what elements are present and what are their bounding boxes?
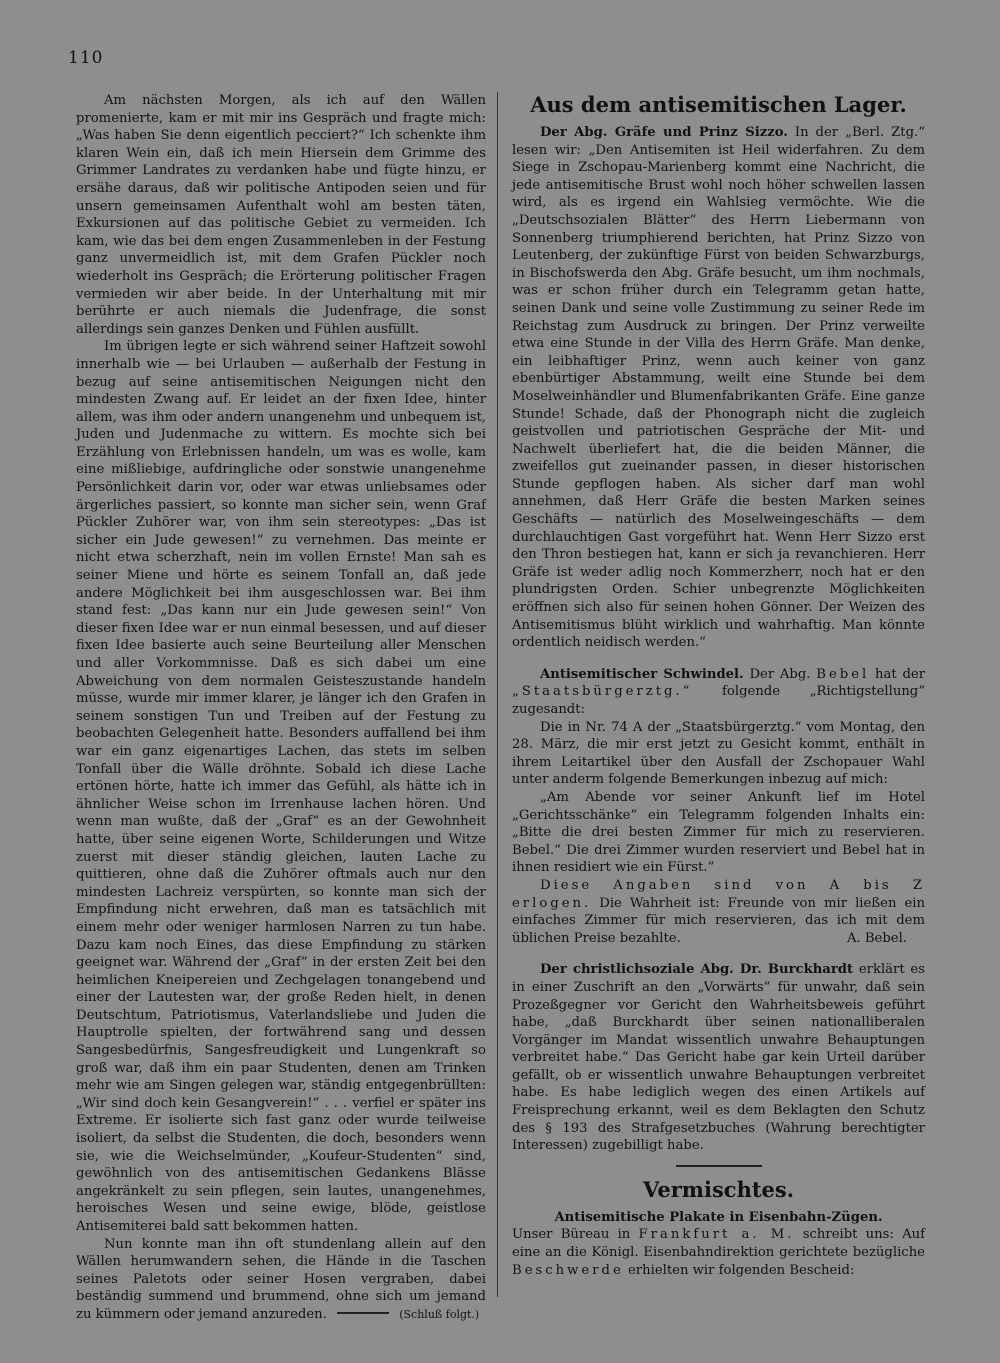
section-title-antisemitic-camp: Aus dem antisemitischen Lager. [530, 92, 907, 117]
schwindel-intro-paper: „Staatsbürgerztg.“ [512, 684, 693, 700]
page-number: 110 [68, 48, 104, 68]
article-body-plakate [512, 1226, 925, 1279]
right-column [512, 92, 925, 1279]
schwindel-quote: „Am Abende vor seiner Ankunft lief im Hotel „Gerichtsschänke“ ein Telegramm folgenden Inhalts ein: „Bitte die drei besten Zimmer für mich zu reservieren. Bebel.“ Die drei Zimmer wurden reserviert und Bebel hat in ihnen residiert wie ein Fürst.“ [512, 789, 925, 876]
article-head-burckhardt: Der christlichsoziale Abg. Dr. Burckhardt [540, 962, 854, 978]
column-divider [497, 92, 498, 1297]
schwindel-signature: A. Bebel. [846, 930, 907, 946]
article-body-graefe-sizzo: In der „Berl. Ztg.“ lesen wir: „Den Antisemiten ist Heil widerfahren. Zu dem Siege in Zschopau-Marienberg kommt eine Nachricht, die jede antisemitische Brust wohl noch höher schwellen lassen wird, als es irgend ein Wahlsieg vermöchte. Wie die „Deutschsozialen Blätter“ des Herrn Liebermann von Sonnenberg triumphierend berichten, hat Prinz Sizzo von Leutenberg, der zukünftige Fürst von beiden Schwarzburgs, in Bischofswerda den Abg. Gräfe besucht, um ihm nochmals, was er schon früher durch ein Telegramm getan hatte, seinen Dank und seine volle Zustimmung zu seiner Rede im Reichstag zum Ausdruck zu bringen. Der Prinz verweilte etwa eine Stunde in der Villa des Herrn Gräfe. Man denke, ein leibhaftiger Prinz, wenn auch keiner von ganz ebenbürtiger Abstammung, weilt eine Stunde bei dem Moselweinhändler und Blumenfabrikanten Gräfe. Eine ganze Stunde! Schade, daß der Phonograph nicht die zugleich geistvollen und patriotischen Gespräche der Mit- und Nachwelt überliefert hat, die die beiden Männer, die zweifellos gut zueinander passen, in dieser historischen Stunde gepflogen haben. Als sicher darf man wohl annehmen, daß Herr Gräfe die besten Marken seines Geschäfts — natürlich des Moselweingeschäfts — dem durchlauchtigen Gast vorgeführt hat. Wenn Herr Sizzo erst den Thron bestiegen hat, kann er sich ja revanchieren. Herr Gräfe ist weder adlig noch Kommerzherr, noch hat er den plundrigsten Orden. Schier unbegrenzte Möglichkeiten eröffnen sich also für seinen hohen Gönner. Der Weizen des Antisemitismus blüht wirklich und wahrhaftig. Man könnte ordentlich neidisch werden.“ [512, 125, 925, 651]
section-title-miscellaneous: Vermischtes. [642, 1176, 795, 1202]
schwindel-spaced-claim: Diese Angaben sind von A bis Z erlogen. [512, 877, 925, 911]
left-column [76, 92, 486, 1324]
article-head-schwindel: Antisemitischer Schwindel. [540, 666, 744, 682]
plakate-body-b: schreibt uns: Auf eine an die Königl. Eisenbahndirektion gerichtete bezügliche [512, 1227, 926, 1261]
article-graefe-sizzo [512, 124, 925, 652]
continued-note: (Schluß folgt.) [399, 1307, 480, 1321]
schwindel-rest: Die Wahrheit ist: Freunde von mir ließen ein einfaches Zimmer für mich reservieren, das ich mit dem üblichen Preise bezahlte. [512, 895, 925, 946]
schwindel-paragraph-2 [512, 877, 925, 947]
article-body-burckhardt: erklärt es in einer Zuschrift an den „Vorwärts“ für unwahr, daß sein Prozeßgegner vor Gericht den Wahrheitsbeweis geführt habe, „daß Burckhardt über seinen nationalliberalen Vorgänger im Mandat wissentlich unwahre Behauptungen verbreitet habe.“ Das Gericht habe gar kein Urteil darüber gefällt, ob er wissentlich unwahre Behauptungen verbreitet habe. Es habe lediglich wegen des einen Artikels auf Freisprechung erkannt, weil es dem Beklagten den Schutz des § 193 des Strafgesetzbuches (Wahrung berechtigter Interessen) zugebilligt habe. [512, 962, 925, 1154]
schwindel-intro-c: folgende „Richtigstellung“ zugesandt: [512, 684, 925, 717]
left-paragraph-2: Im übrigen legte er sich während seiner Haftzeit sowohl innerhalb wie — bei Urlauben — außerhalb der Festung in bezug auf seine antisemitischen Neigungen nicht den mindesten Zwang auf. Er leidet an der fixen Idee, hinter allem, was ihm oder andern unangenehm und unbequem ist, Juden und Judenmache zu wittern. Es mochte sich bei Erzählung von Erlebnissen handeln, um was es wolle, kam eine mißliebige, aufdringliche oder sonstwie unangenehme Persönlichkeit darin vor, oder war etwas unliebsames oder ärgerliches passiert, so konnte man sicher sein, wenn Graf Pückler Zuhörer war, von ihm sein stereotypes: „Das ist sicher ein Jude gewesen!“ zu vernehmen. Das meinte er nicht etwa scherzhaft, nein im vollen Ernste! Man sah es seiner Miene und hörte es seinem Tonfall an, daß jede andere Möglichkeit bei ihm ausgeschlossen war. Bei ihm stand fest: „Das kann nur ein Jude gewesen sein!“ Von dieser fixen Idee war er nun einmal besessen, und auf dieser fixen Idee basierte auch seine Beurteilung aller Menschen und aller Vorkommnisse. Daß es sich dabei um eine Abweichung von dem normalen Geisteszustande handeln müsse, wurde mir immer klarer, je länger ich den Grafen in seinem sonstigen Tun und Treiben auf der Festung zu beobachten Gelegenheit hatte. Besonders auffallend bei ihm war ein ganz eigenartiges Lachen, das stets im selben Tonfall über die Wälle dröhnte. Sobald ich diese Lache ertönen hörte, hatte ich immer das Gefühl, als hätte ich in ähnlicher Weise schon im Irrenhause lachen hören. Und wenn man wußte, daß der „Graf“ es an der Gewohnheit hatte, über seine eigenen Worte, Schilderungen und Witze zuerst mit dieser ständig gleichen, lauten Lache zu quittieren, ohne daß die Zuhörer oftmals auch nur den mindesten Lachreiz verspürten, so konnte man sich der Empfindung nicht erwehren, daß man es tatsächlich mit einem mehr oder weniger harmlosen Narren zu tun habe. Dazu kam noch Eines, das diese Empfindung zu stärken geeignet war. Während der „Graf“ in der ersten Zeit bei den heimlichen Kneipereien und Zechgelagen tonangebend und einer der Lautesten war, der große Reden hielt, in denen Deutschtum, Patriotismus, Vaterlandsliebe und Juden die Hauptrolle spielten, der fortwährend sang und dessen Sangesbedürfnis, Sangesfreudigkeit und Lungenkraft so groß war, daß ihm ein paar Studenten, denen am Trinken mehr wie am Singen gelegen war, ständig entgegenbrüllten: „Wir sind doch kein Gesangverein!“ . . . verfiel er später ins Extreme. Er isolierte sich fast ganz oder wurde teilweise isoliert, da selbst die Studenten, die doch, besonders wenn sie, wie die Weichselmünder, „Koufeur-Studenten“ sind, gewöhnlich von des antisemitischen Gedankens Blässe angekränkelt zu sein pflegen, sein lautes, unangenehmes, heroisches Wesen und seine ewige, blöde, geistlose Antisemiterei bald satt bekommen hatten. [76, 339, 486, 1234]
section-rule [676, 1165, 762, 1167]
article-head-plakate: Antisemitische Plakate in Eisenbahn-Zügen. [554, 1209, 883, 1225]
left-last-paragraph-text: Nun konnte man ihn oft stundenlang allein auf den Wällen herumwandern sehen, die Hände in die Taschen seines Paletots oder seiner Hosen vergraben, dabei beständig summend und brummend, ohne sich um jemand zu kümmern oder jemand anzureden. [76, 1236, 486, 1322]
left-paragraph-1: Am nächsten Morgen, als ich auf den Wällen promenierte, kam er mit mir ins Gespräch und fragte mich: „Was haben Sie denn eigentlich pecciert?“ Ich schenkte ihm klaren Wein ein, daß ich mein Hiersein dem Grimme des Grimmer Landrates zu verdanken habe und fügte hinzu, er ersähe daraus, daß wir politische Antipoden seien und für unsern gemeinsamen Aufenthalt wohl am besten täten, Exkursionen auf das politische Gebiet zu vermeiden. Ich kam, wie das bei dem engen Zusammenleben in der Festung ganz unvermeidlich ist, mit dem Grafen Pückler noch wiederholt ins Gespräch; die Erörterung politischer Fragen vermieden wir aber beide. In der Unterhaltung mit mir berührte er auch niemals die Judenfrage, die sonst allerdings sein ganzes Denken und Fühlen ausfüllt. [76, 93, 486, 337]
left-paragraph-3 [76, 1236, 486, 1324]
article-burckhardt [512, 961, 925, 1155]
plakate-body-a: Unser Büreau in [512, 1227, 631, 1243]
plakate-city: Frankfurt a. M. [638, 1227, 795, 1243]
schwindel-intro-name: Bebel [816, 666, 870, 682]
schwindel-paragraph-1: Die in Nr. 74 A der „Staatsbürgerztg.“ vom Montag, den 28. März, die mir erst jetzt zu Gesicht kommt, enthält in ihrem Leitartikel über den Ausfall der Zschopauer Wahl unter anderm folgende Bemerkungen inbezug auf mich: [512, 719, 925, 788]
article-schwindel [512, 666, 925, 719]
article-head-graefe-sizzo: Der Abg. Gräfe und Prinz Sizzo. [540, 125, 788, 140]
plakate-spaced-word: Beschwerde [512, 1262, 624, 1278]
plakate-body-c: erhielten wir folgenden Bescheid: [628, 1262, 855, 1278]
schwindel-intro-b: hat der [875, 666, 926, 682]
schwindel-intro-a: Der Abg. [749, 666, 811, 682]
end-rule [337, 1312, 389, 1314]
